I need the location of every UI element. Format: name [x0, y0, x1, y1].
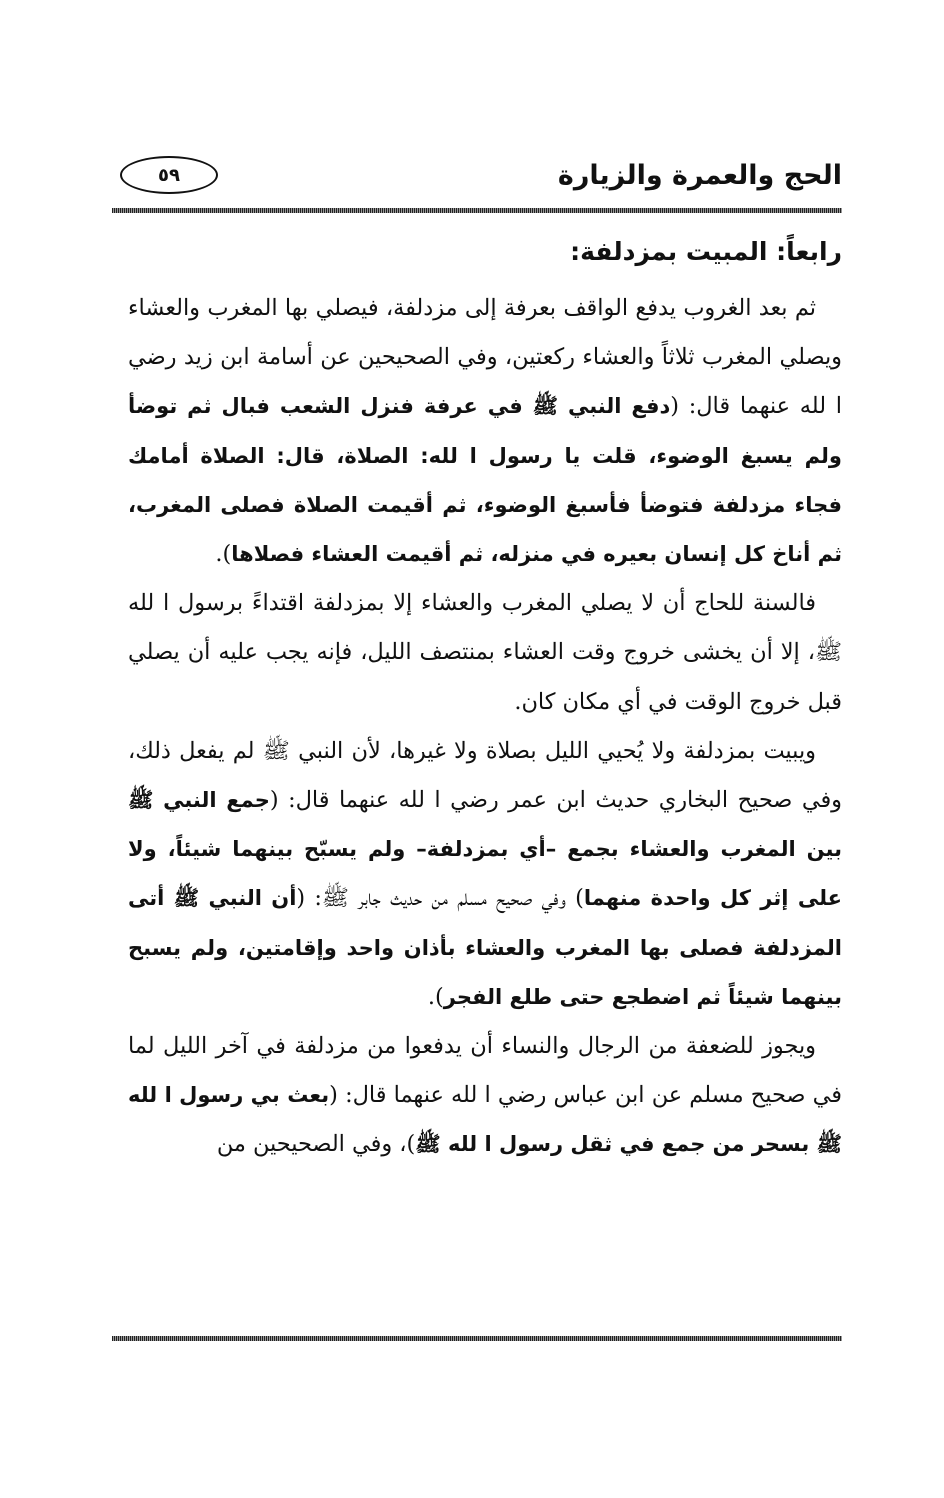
hadith-quote: دفع النبي ﷺ في عرفة فنزل الشعب فبال ثم توضأ ولم يسبغ الوضوء، قلت يا رسول ا لله: الصلاة، قال: الصلاة أمامك فجاء مزدلفة فتوضأ فأسبغ الوضوء، ثم أقيمت الصلاة فصلى المغرب، ثم أناخ كل إنسان بعيره في منزله، ثم أقيمت العشاء فصلاها — [128, 394, 842, 567]
section-heading: رابعاً: المبيت بمزدلفة: — [570, 237, 842, 266]
header-rule — [112, 208, 842, 213]
paragraph-text: ) وفي صحيح مسلم من حديث جابر ﷺ: ( — [296, 885, 584, 912]
paragraph-text: )، وفي الصحيحين من — [216, 1131, 416, 1158]
hadith-quote: أن النبي ﷺ أتى المزدلفة فصلى بها المغرب والعشاء بأذان واحد وإقامتين، ولم يسبح بينهما شيئاً ثم اضطجع حتى طلع الفجر — [128, 886, 842, 1009]
paragraph-text: ). — [215, 541, 232, 568]
footer-rule — [112, 1336, 842, 1341]
hadith-quote: جمع النبي ﷺ بين المغرب والعشاء بجمع –أي بمزدلفة– ولم يسبّح بينهما شيئاً، ولا على إثر كل واحدة منهما — [128, 788, 842, 911]
paragraph-text: ويجوز للضعفة من الرجال والنساء أن يدفعوا من مزدلفة في آخر الليل لما في صحيح مسلم عن ابن عباس رضي ا لله عنهما قال: ( — [128, 1033, 842, 1109]
paragraph-text: ). — [427, 983, 444, 1010]
page-number: ٥٩ — [158, 164, 180, 186]
paragraph-1 — [128, 284, 842, 579]
paragraph-text: ويبيت بمزدلفة ولا يُحيي الليل بصلاة ولا غيرها، لأن النبي ﷺ لم يفعل ذلك، وفي صحيح البخاري حديث ابن عمر رضي ا لله عنهما قال: ( — [128, 737, 842, 814]
paragraph-text: ثم بعد الغروب يدفع الواقف بعرفة إلى مزدلفة، فيصلي بها المغرب والعشاء ويصلي المغرب ثلاثاً والعشاء ركعتين، وفي الصحيحين عن أسامة ابن زيد رضي ا لله عنهما قال: ( — [128, 295, 843, 420]
paragraph-text: فالسنة للحاج أن لا يصلي المغرب والعشاء إلا بمزدلفة اقتداءً برسول ا لله ﷺ، إلا أن يخشى خروج وقت العشاء بمنتصف الليل، فإنه يجب عليه أن يصلي قبل خروج الوقت في أي مكان كان. — [128, 590, 842, 715]
paragraph-2 — [128, 579, 842, 727]
paragraph-3 — [128, 727, 842, 1022]
page-header — [112, 150, 842, 208]
hadith-quote: بعث بي رسول ا لله ﷺ بسحر من جمع في ثقل رسول ا لله ﷺ — [128, 1083, 842, 1157]
running-title: الحج والعمرة والزيارة — [557, 160, 842, 191]
page-number-oval — [120, 156, 218, 194]
paragraph-4 — [128, 1022, 842, 1170]
page-body — [128, 226, 842, 1170]
